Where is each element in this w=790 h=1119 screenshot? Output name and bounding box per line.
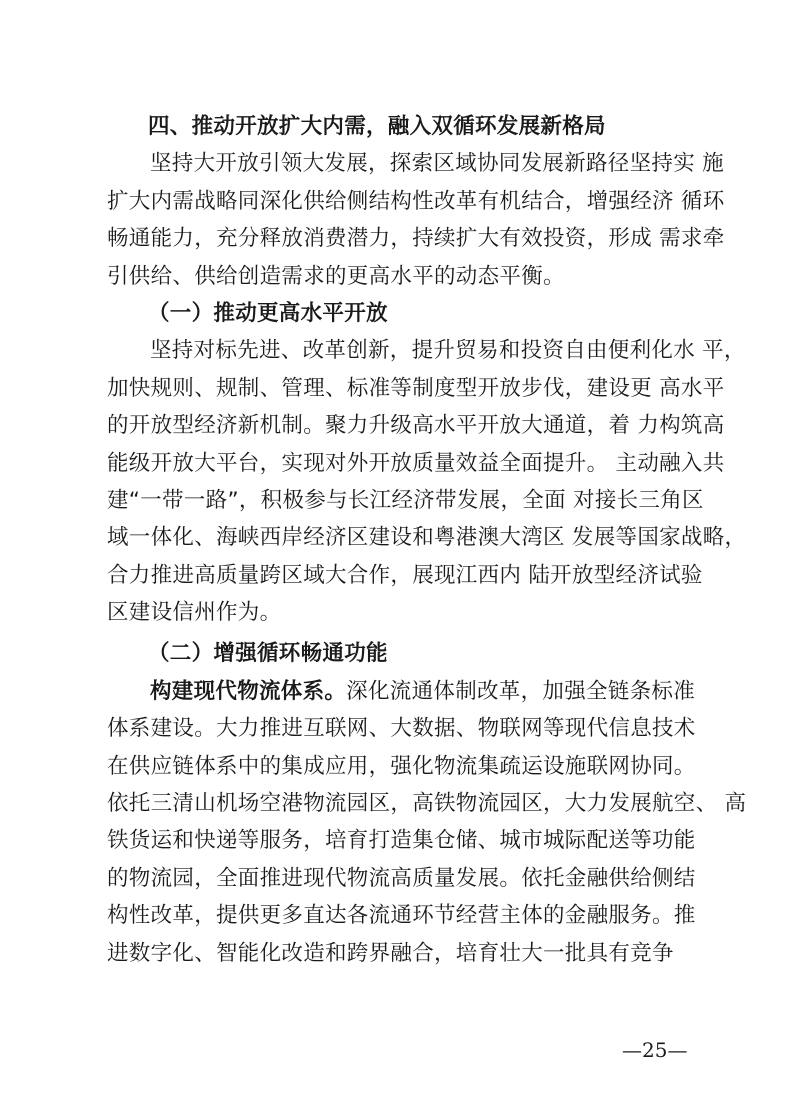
paragraph-line: 的开放型经济新机制。聚力升级高水平开放大通道，着 力构筑高 — [107, 413, 725, 439]
paragraph-line: 域一体化、海峡西岸经济区建设和粤港澳大湾区 发展等国家战略， — [107, 525, 747, 551]
paragraph-line: 引供给、供给创造需求的更高水平的动态平衡。 — [107, 263, 565, 289]
paragraph-line: 扩大内需战略同深化供给侧结构性改革有机结合，增强经济 循环 — [107, 188, 725, 214]
paragraph-line: 坚持大开放引领大发展，探索区域协同发展新路径坚持实 施 — [150, 151, 724, 177]
subsection-heading-2: （二）增强循环畅通功能 — [148, 641, 388, 667]
paragraph-line: 构性改革，提供更多直达各流通环节经营主体的金融服务。推 — [107, 903, 696, 929]
paragraph-line: 区建设信州作为。 — [107, 600, 282, 626]
paragraph-line: 进数字化、智能化改造和跨界融合，培育壮大一批具有竞争 — [107, 940, 674, 966]
subsection-heading-1: （一）推动更高水平开放 — [148, 300, 388, 326]
paragraph-line: 坚持对标先进、改革创新，提升贸易和投资自由便利化水 平， — [150, 338, 746, 364]
section-heading: 四、推动开放扩大内需，融入双循环发展新格局 — [148, 114, 606, 139]
lead-text: 深化流通体制改革，加强全链条标准 — [346, 678, 696, 704]
paragraph-line: 畅通能力，充分释放消费潜力，持续扩大有效投资，形成 需求牵 — [107, 226, 725, 252]
paragraph-line: 能级开放大平台，实现对外开放质量效益全面提升。 主动融入共 — [107, 450, 725, 476]
paragraph-line: 的物流园，全面推进现代物流高质量发展。依托金融供给侧结 — [107, 865, 696, 891]
document-body — [107, 108, 747, 972]
page-number: —25— — [622, 1038, 688, 1062]
paragraph-line: 加快规则、规制、管理、标准等制度型开放步伐，建设更 高水平 — [107, 375, 725, 401]
lead-bold-phrase: 构建现代物流体系。 — [150, 678, 347, 704]
paragraph-line: 合力推进高质量跨区域大合作，展现江西内 陆开放型经济试验 — [107, 562, 703, 588]
paragraph-line: 依托三清山机场空港物流园区，高铁物流园区，大力发展航空、 高 — [107, 791, 747, 817]
paragraph-line: 在供应链体系中的集成应用，强化物流集疏运设施联网协同。 — [107, 753, 696, 779]
paragraph-line — [107, 673, 717, 710]
paragraph-line: 铁货运和快递等服务，培育打造集仓储、城市城际配送等功能 — [107, 828, 696, 854]
paragraph-line: 体系建设。大力推进互联网、大数据、物联网等现代信息技术 — [107, 716, 696, 742]
paragraph-line: 建“一带一路”，积极参与长江经济带发展，全面 对接长三角区 — [107, 487, 704, 513]
